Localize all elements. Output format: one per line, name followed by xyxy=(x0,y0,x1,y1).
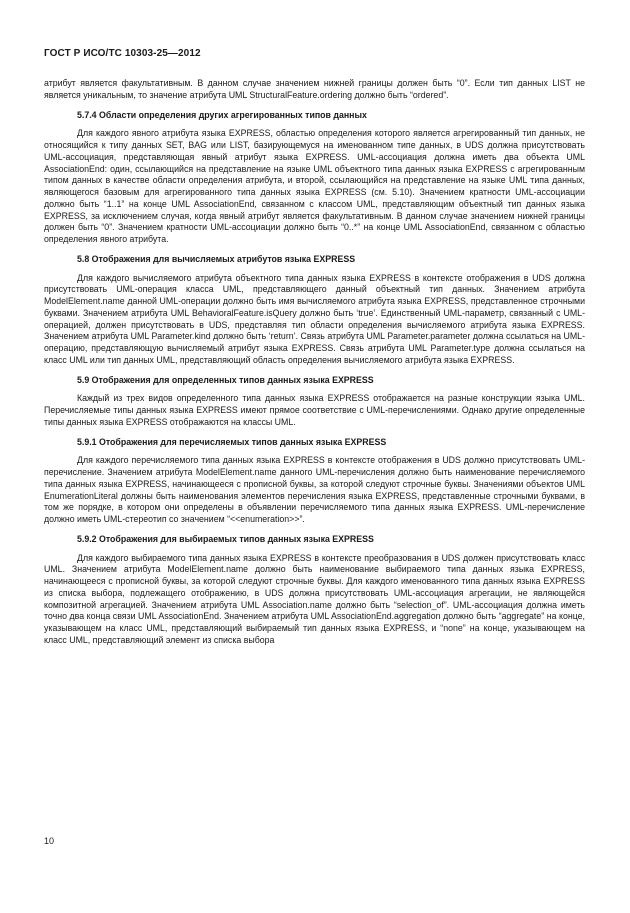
section-heading: 5.9.2 Отображения для выбираемых типов данных языка EXPRESS xyxy=(77,533,374,544)
paragraph: Для каждого вычисляемого атрибута объектного типа данных языка EXPRESS в контексте отображения в UDS должна присутствовать UML-операция класса UML, представляющего данный объектный тип данных. Значением атрибута ModelElement.name данной UML-операции должно быть имя вычисляемого атрибута языка EXPRESS, представленное строчными буквами. Значением атрибута UML BehavioralFeature.isQuery должно быть ‘true’. Единственный UML-параметр, связанный с UML-операцией, должен присутствовать в UDS, представляя тип области определения вычисляемого атрибута языка EXPRESS. Значением атрибута UML Parameter.kind должно быть ‘return’. Связь атрибута UML Parameter.parameter должна ссылаться на UML-операцию, представляющую вычисляемый атрибут языка EXPRESS. Связь атрибута UML Parameter.type должна ссылаться на класс UML или тип данных UML, представляющий область определения вычисляемого атрибута языка EXPRESS. xyxy=(44,272,585,365)
paragraph: Для каждого явного атрибута языка EXPRESS, областью определения которого является агрегированный тип данных, не относящийся к типу данных SET, BAG или LIST, базирующемуся на именованном типе данных, в UDS должна присутствовать UML-ассоциация, представляющая явный атрибут языка EXPRESS. UML-ассоциация должна иметь два объекта UML AssociationEnd: один, ссылающийся на представление на языке UML объектного типа данных языка EXPRESS с агрегированным типом данных в качестве области определения атрибута, и второй, ссылающийся на представление на языке UML типа данных, являющегося базовым для агрегированного типа данных языка EXPRESS (см. 5.10). Значением кратности UML-ассоциации должно быть “1..1” на конце UML AssociationEnd, связанном с классом UML, представляющим объектный тип данных языка EXPRESS, за исключением случая, когда явный атрибут является факультативным. В данном случае значением нижней границы должен быть “0”. Значением кратности UML-ассоциации должно быть “0..*” на конце UML AssociationEnd, связанном с областью определения явного атрибута. xyxy=(44,128,585,244)
paragraph: Каждый из трех видов определенного типа данных языка EXPRESS отображается на разные конструкции языка UML. Перечисляемые типы данных языка EXPRESS имеют прямое соответствие с UML-перечислениями. Однако другие определенные типы данных языка EXPRESS отображаются на классы UML. xyxy=(44,393,585,427)
paragraph: атрибут является факультативным. В данном случае значением нижней границы должен быть “0”. Если тип данных LIST не является уникальным, то значение атрибута UML StructuralFeature.ordering должно быть “ordered”. xyxy=(44,78,585,100)
section-heading: 5.8 Отображения для вычисляемых атрибутов языка EXPRESS xyxy=(77,253,356,264)
section-heading: 5.9.1 Отображения для перечисляемых типов данных языка EXPRESS xyxy=(77,436,387,447)
paragraph: Для каждого выбираемого типа данных языка EXPRESS в контексте преобразования в UDS должен присутствовать класс UML. Значением атрибута ModelElement.name должно быть наименование выбираемого типа данных языка EXPRESS, начинающееся с прописной буквы, за которой следуют строчные буквы. Для каждого именованного типа данных языка EXPRESS из списка выбора, подлежащего отображению, в UDS должна присутствовать UML-ассоциация агрегации, не являющейся композитной агрегацией. Значением атрибута UML Association.name должно быть “selection_of”. UML-ассоциация должна иметь точно два конца связи UML AssociationEnd. Значением атрибута UML AssociationEnd.aggregation должно быть “aggregate” на конце, указывающем на класс UML, представляющий выбираемый тип данных языка EXPRESS, и “none” на конце, указывающем на класс UML, представляющий элемент из списка выбора xyxy=(44,552,585,645)
paragraph: Для каждого перечисляемого типа данных языка EXPRESS в контексте отображения в UDS должно присутствовать UML-перечисление. Значением атрибута ModelElement.name данного UML-перечисления должно быть наименование перечисляемого типа данных языка EXPRESS, начинающееся с прописной буквы, за которой следуют строчные буквы. Значениями объектов UML EnumerationLiteral должны быть наименования элементов перечисления языка EXPRESS, представленные строчными буквами, в том же порядке, в котором они определены в объявлении перечисляемого типа данных языка EXPRESS. UML-перечисление должно иметь UML-стереотип со значением “<<enumeration>>”. xyxy=(44,455,585,524)
section-heading: 5.9 Отображения для определенных типов данных языка EXPRESS xyxy=(77,374,374,385)
page-number: 10 xyxy=(44,836,55,846)
body-text xyxy=(44,78,585,647)
running-header: ГОСТ Р ИСО/ТС 10303-25—2012 xyxy=(44,48,201,59)
section-heading: 5.7.4 Области определения других агрегированных типов данных xyxy=(77,109,367,120)
